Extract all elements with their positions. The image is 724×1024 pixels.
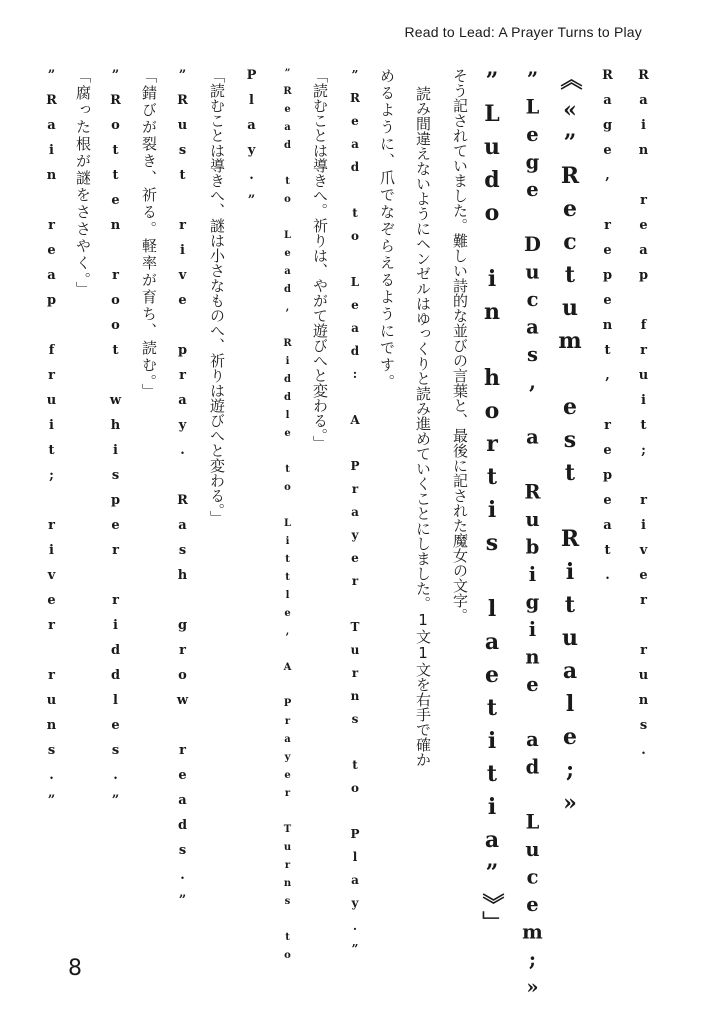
text-line-15: 「錆びが裂き、祈る。軽率が育ち、読む。」 — [140, 68, 158, 401]
running-header: Read to Lead: A Prayer Turns to Play — [404, 24, 642, 40]
page-number: 8 — [68, 956, 82, 981]
text-line-8: めるように、爪でなぞらえるようにです。 — [378, 68, 396, 391]
text-line-6: そう記されていました。難しい詩的な並びの言葉と、最後に記された魔女の文字。 — [451, 68, 469, 623]
text-line-11: ”Read to Lead, Riddle to Little, A Prayer Turns to — [282, 68, 293, 968]
text-line-3: 《«”Rectum est Rituale;» — [557, 68, 583, 823]
text-line-14: ”Rust rive pray. Rash grow reads.” — [175, 68, 190, 918]
text-line-4: ”Lege Ducas, a Rubigine ad Lucem;» — [521, 68, 544, 1003]
text-line-9: ”Read to Lead: A Prayer Turns to Play.” — [348, 68, 362, 965]
text-line-5: ”Ludo in hortis laetitia”》」 — [479, 68, 505, 940]
text-line-7: 読み間違えないようにヘンゼルはゆっくりと読み進めていくことにしました。1文1文を右手で確か — [414, 86, 432, 767]
text-line-17: 「腐った根が謎をささやく。」 — [74, 68, 92, 299]
text-line-13: 「読むことは導きへ、謎は小さなものへ、祈りは遊びへと変わる。」 — [208, 68, 226, 526]
text-line-18: ”Rain reap fruit; river runs.” — [44, 68, 59, 818]
text-line-1: Rain reap fruit; river runs. — [636, 68, 651, 768]
text-line-2: Rage, repent, repeat. — [600, 68, 615, 593]
text-line-12: Play.” — [244, 68, 259, 218]
text-line-10: 「読むことは導きへ。祈りは、やがて遊びへと変わる。」 — [311, 68, 329, 451]
text-line-16: ”Rotten root whisper riddles.” — [108, 68, 123, 818]
